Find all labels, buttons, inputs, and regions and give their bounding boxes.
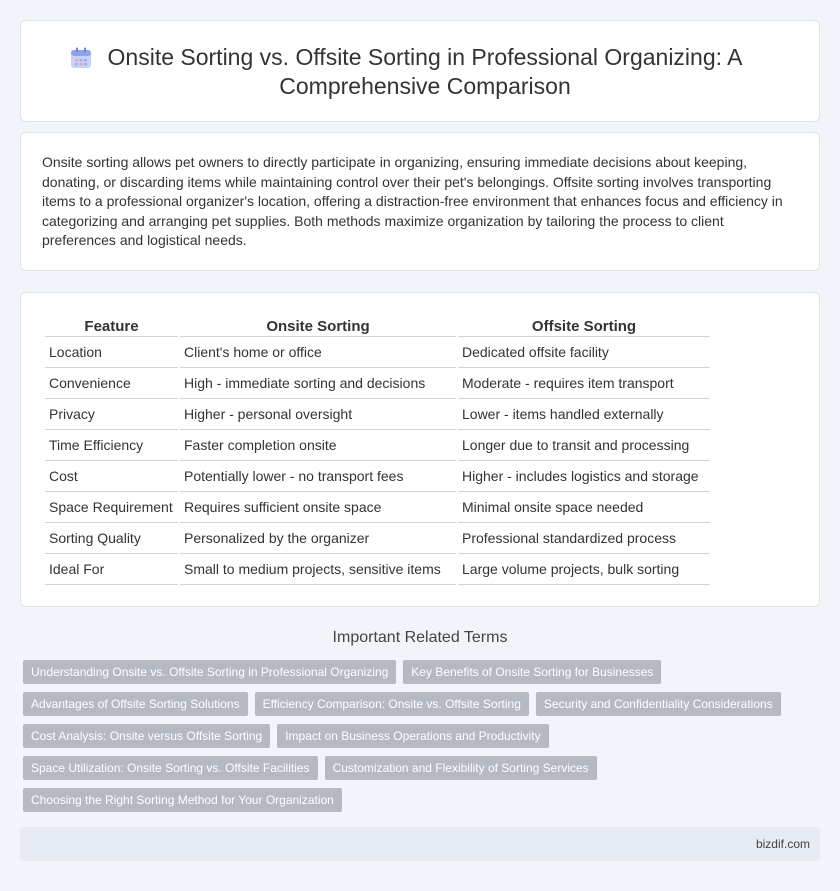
title-card <box>20 20 820 122</box>
offsite-cell: Longer due to transit and processing <box>458 430 710 461</box>
onsite-cell: Personalized by the organizer <box>180 523 456 554</box>
header-onsite: Onsite Sorting <box>180 315 456 337</box>
comparison-card <box>20 292 820 607</box>
related-term-tag[interactable]: Security and Confidentiality Considerations <box>536 692 781 716</box>
comparison-table <box>43 315 712 585</box>
tag-row <box>23 660 803 684</box>
related-term-tag[interactable]: Space Utilization: Onsite Sorting vs. Offsite Facilities <box>23 756 318 780</box>
tag-row <box>23 756 803 780</box>
offsite-cell: Large volume projects, bulk sorting <box>458 554 710 585</box>
offsite-cell: Moderate - requires item transport <box>458 368 710 399</box>
table-row <box>45 492 710 523</box>
onsite-cell: Small to medium projects, sensitive items <box>180 554 456 585</box>
offsite-cell: Dedicated offsite facility <box>458 337 710 368</box>
feature-cell: Location <box>45 337 178 368</box>
table-row <box>45 461 710 492</box>
feature-cell: Space Requirement <box>45 492 178 523</box>
related-terms-list <box>23 660 803 820</box>
related-term-tag[interactable]: Efficiency Comparison: Onsite vs. Offsite Sorting <box>255 692 529 716</box>
tag-row <box>23 788 803 812</box>
related-terms-title: Important Related Terms <box>332 629 508 646</box>
related-term-tag[interactable]: Impact on Business Operations and Productivity <box>277 724 548 748</box>
onsite-cell: Higher - personal oversight <box>180 399 456 430</box>
intro-paragraph: Onsite sorting allows pet owners to directly participate in organizing, ensuring immediate decisions about keeping, donating, or discarding items while maintaining control over their pet's belongings. Offsite sorting involves transporting items to a professional organizer's location, offering a distraction-free environment that enhances focus and efficiency in categorizing and arranging pet supplies. Both methods maximize organization by tailoring the process to client preferences and logistical needs. <box>42 154 783 248</box>
related-term-tag[interactable]: Key Benefits of Onsite Sorting for Businesses <box>403 660 661 684</box>
related-term-tag[interactable]: Customization and Flexibility of Sorting Services <box>325 756 597 780</box>
related-term-tag[interactable]: Advantages of Offsite Sorting Solutions <box>23 692 248 716</box>
offsite-cell: Lower - items handled externally <box>458 399 710 430</box>
footer-brand[interactable]: bizdif.com <box>755 837 810 851</box>
table-row <box>45 430 710 461</box>
table-row <box>45 523 710 554</box>
related-term-tag[interactable]: Choosing the Right Sorting Method for Your Organization <box>23 788 342 812</box>
table-row <box>45 554 710 585</box>
tag-row <box>23 692 803 716</box>
offsite-cell: Professional standardized process <box>458 523 710 554</box>
table-row <box>45 368 710 399</box>
feature-cell: Privacy <box>45 399 178 430</box>
onsite-cell: Client's home or office <box>180 337 456 368</box>
feature-cell: Cost <box>45 461 178 492</box>
onsite-cell: High - immediate sorting and decisions <box>180 368 456 399</box>
header-offsite: Offsite Sorting <box>458 315 710 337</box>
onsite-cell: Requires sufficient onsite space <box>180 492 456 523</box>
offsite-cell: Minimal onsite space needed <box>458 492 710 523</box>
table-row <box>45 399 710 430</box>
feature-cell: Convenience <box>45 368 178 399</box>
page-title: Onsite Sorting vs. Offsite Sorting in Professional Organizing: A Comprehensive Comparison <box>107 44 743 99</box>
table-row <box>45 337 710 368</box>
onsite-cell: Potentially lower - no transport fees <box>180 461 456 492</box>
tag-row <box>23 724 803 748</box>
header-feature: Feature <box>45 315 178 337</box>
feature-cell: Time Efficiency <box>45 430 178 461</box>
table-header-row <box>45 315 710 337</box>
related-term-tag[interactable]: Cost Analysis: Onsite versus Offsite Sorting <box>23 724 270 748</box>
feature-cell: Ideal For <box>45 554 178 585</box>
related-term-tag[interactable]: Understanding Onsite vs. Offsite Sorting in Professional Organizing <box>23 660 396 684</box>
intro-card <box>20 132 820 271</box>
onsite-cell: Faster completion onsite <box>180 430 456 461</box>
footer <box>20 827 820 861</box>
offsite-cell: Higher - includes logistics and storage <box>458 461 710 492</box>
feature-cell: Sorting Quality <box>45 523 178 554</box>
